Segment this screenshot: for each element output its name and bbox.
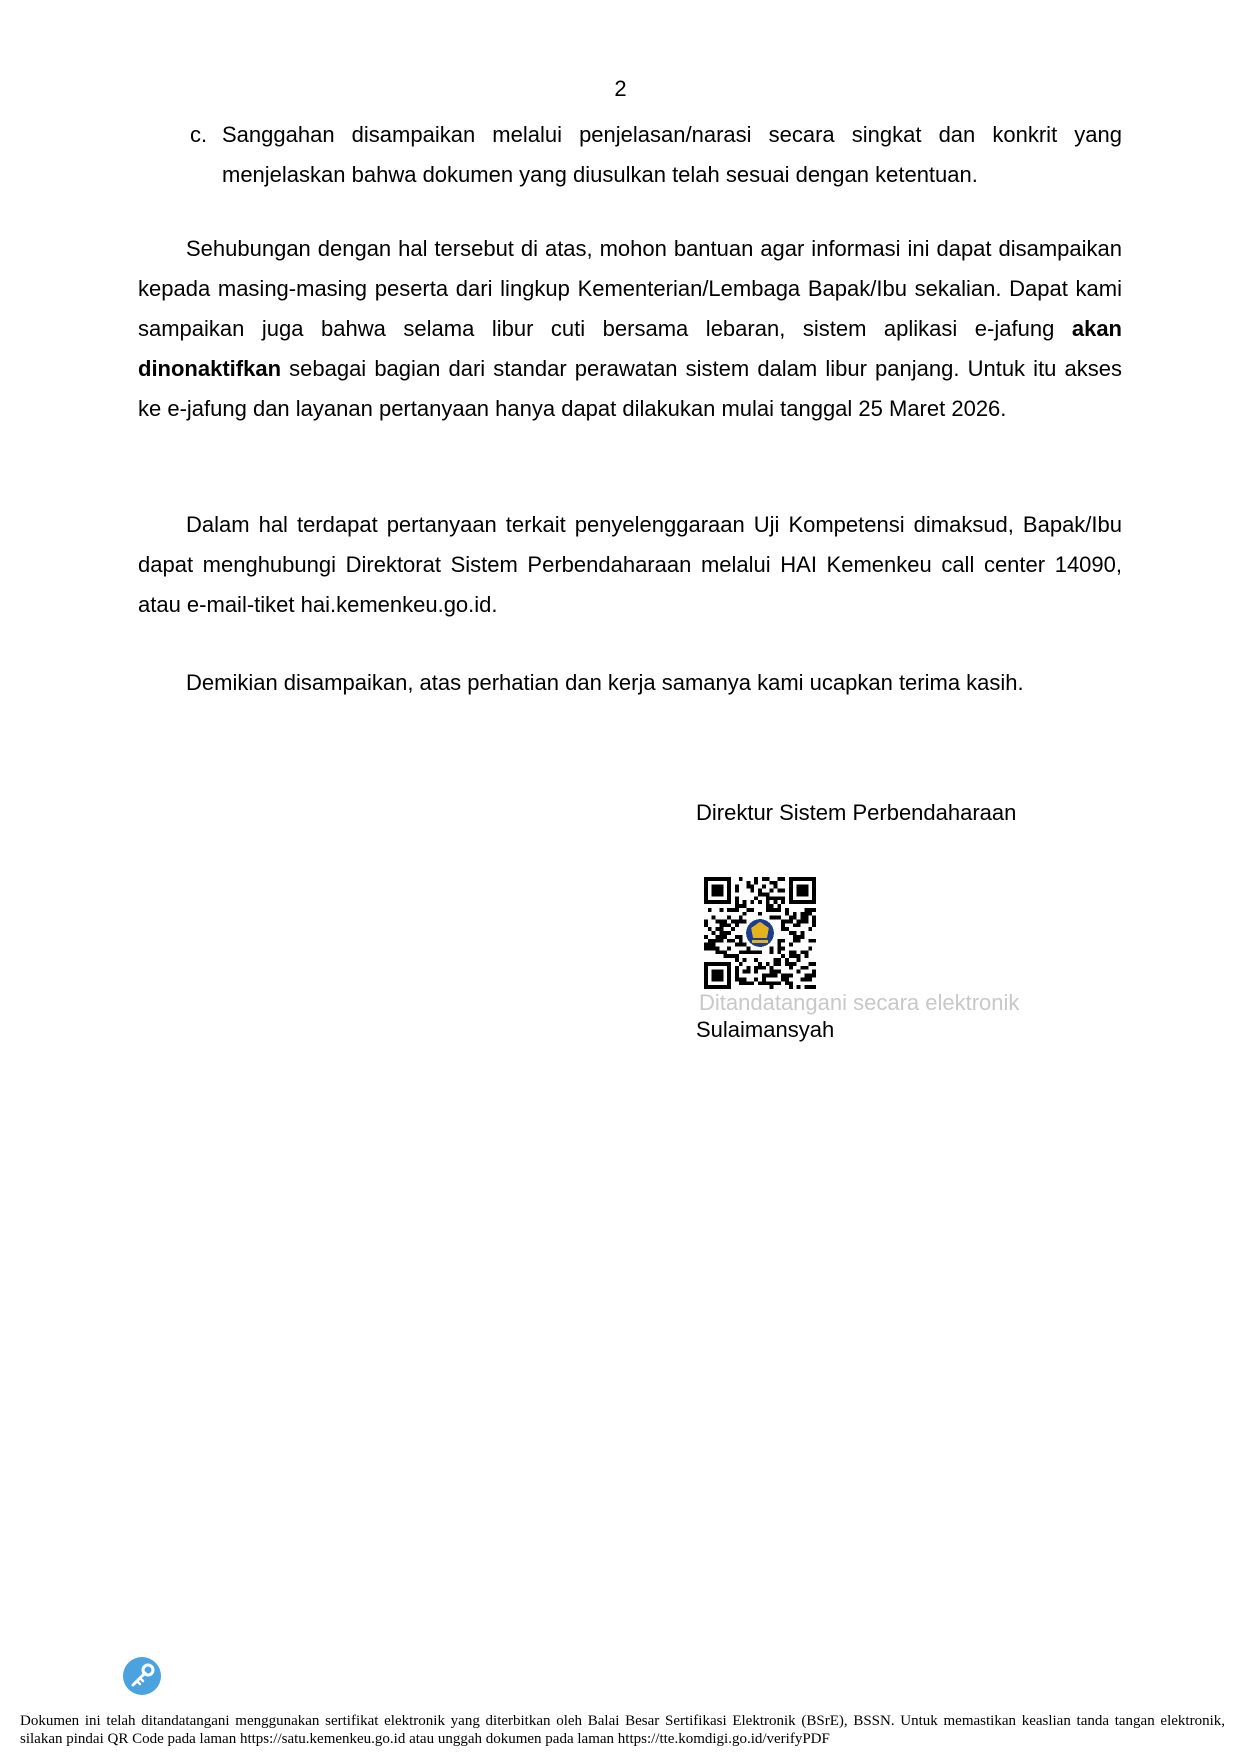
qr-code-icon: [704, 877, 816, 989]
list-item-c: [190, 115, 1122, 195]
signatory-title: Direktur Sistem Perbendaharaan: [696, 800, 1017, 825]
esign-label: Ditandatangani secara elektronik: [699, 990, 1020, 1015]
paragraph-text-start: Sehubungan dengan hal tersebut di atas, mohon bantuan agar informasi ini dapat disampaikan kepada masing-masing peserta dari lingkup Kementerian/Lembaga Bapak/Ibu sekalian. Dapat kami sampaikan juga bahwa selama libur cuti bersama lebaran, sistem aplikasi e-jafung: [138, 236, 1122, 341]
paragraph-text-end: sebagai bagian dari standar perawatan sistem dalam libur panjang. Untuk itu akses ke e-jafung dan layanan pertanyaan hanya dapat dilakukan mulai tanggal 25 Maret 2026.: [138, 356, 1122, 421]
paragraph-closing: Demikian disampaikan, atas perhatian dan kerja samanya kami ucapkan terima kasih.: [186, 670, 1024, 695]
bsre-logo-icon: [122, 1656, 162, 1696]
page-number: 2: [614, 76, 627, 101]
emphasis-deactivated: akan dinonaktifkan: [138, 316, 1122, 381]
paragraph-contact-info: Dalam hal terdapat pertanyaan terkait penyelenggaraan Uji Kompetensi dimaksud, Bapak/Ibu dapat menghubungi Direktorat Sistem Perbendaharaan melalui HAI Kemenkeu call center 14090, atau e-mail-tiket hai.kemenkeu.go.id.: [138, 512, 1122, 617]
paragraph-maintenance-notice: [138, 229, 1122, 429]
signer-name: Sulaimansyah: [696, 1017, 835, 1042]
list-item-text: Sanggahan disampaikan melalui penjelasan/narasi secara singkat dan konkrit yang menjelaskan bahwa dokumen yang diusulkan telah sesuai dengan ketentuan.: [222, 122, 1122, 187]
footer-esign-note: Dokumen ini telah ditandatangani menggunakan sertifikat elektronik yang diterbitkan oleh Balai Besar Sertifikasi Elektronik (BSrE), BSSN. Untuk memastikan keaslian tanda tangan elektronik, silakan pindai QR Code pada laman https://satu.kemenkeu.go.id atau unggah dokumen pada laman https://tte.komdigi.go.id/verifyPDF: [20, 1713, 1225, 1747]
list-marker: c.: [190, 122, 208, 147]
